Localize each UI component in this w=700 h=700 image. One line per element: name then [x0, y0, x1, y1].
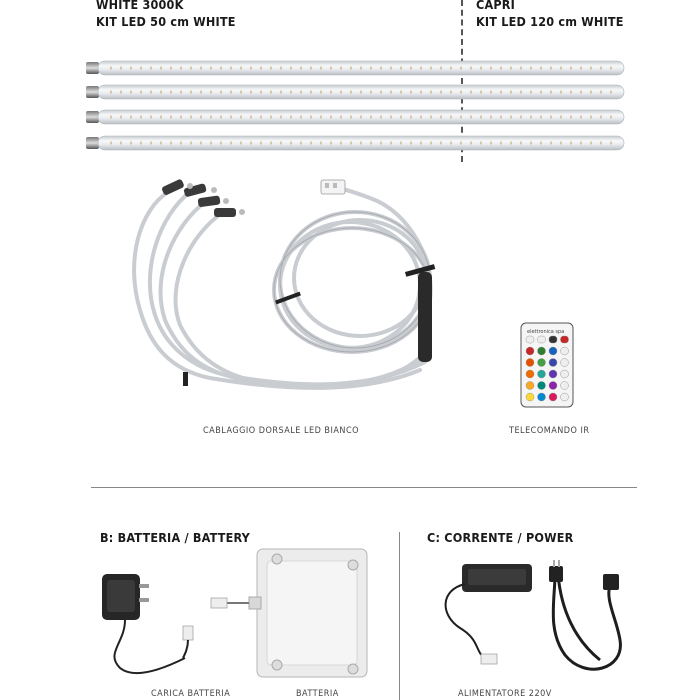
power-section-title: C: CORRENTE / POWER [427, 530, 574, 545]
remote-button [561, 393, 569, 401]
kit-50-color: WHITE 3000K [96, 0, 184, 12]
battery-box-image [205, 545, 370, 680]
remote-button [561, 336, 569, 343]
remote-button [549, 370, 557, 378]
remote-button [526, 347, 534, 355]
remote-button [561, 347, 569, 355]
remote-label: elettronica spa [527, 329, 565, 335]
battery-charger-image [95, 568, 205, 688]
power-supply-image [435, 560, 635, 690]
remote-button [549, 336, 557, 343]
kit-120-model: CAPRI [476, 0, 516, 12]
harness-caption: CABLAGGIO DORSALE LED BIANCO [203, 426, 359, 436]
remote-button [538, 347, 546, 355]
kit-50-title: KIT LED 50 cm WHITE [96, 14, 236, 29]
remote-button [561, 382, 569, 390]
remote-button [526, 359, 534, 367]
battery-section-title: B: BATTERIA / BATTERY [100, 530, 251, 545]
remote-button [526, 370, 534, 378]
remote-button [538, 370, 546, 378]
remote-button [561, 370, 569, 378]
section-divider [91, 487, 637, 488]
remote-button [538, 336, 546, 343]
battery-caption: BATTERIA [296, 689, 339, 699]
remote-button [538, 359, 546, 367]
psu-caption: ALIMENTATORE 220V [458, 689, 552, 699]
remote-caption: TELECOMANDO IR [509, 426, 590, 436]
remote-button [538, 382, 546, 390]
harness-plug [321, 180, 345, 194]
kit-120-title: KIT LED 120 cm WHITE [476, 14, 624, 29]
remote-button [526, 382, 534, 390]
remote-button [549, 359, 557, 367]
remote-button [549, 382, 557, 390]
remote-button [561, 359, 569, 367]
remote-button [538, 393, 546, 401]
ir-remote-image [520, 322, 574, 408]
charger-caption: CARICA BATTERIA [151, 689, 231, 699]
remote-button [526, 336, 534, 343]
remote-button [526, 393, 534, 401]
remote-button [549, 347, 557, 355]
remote-button [549, 393, 557, 401]
bottom-divider [399, 532, 400, 700]
